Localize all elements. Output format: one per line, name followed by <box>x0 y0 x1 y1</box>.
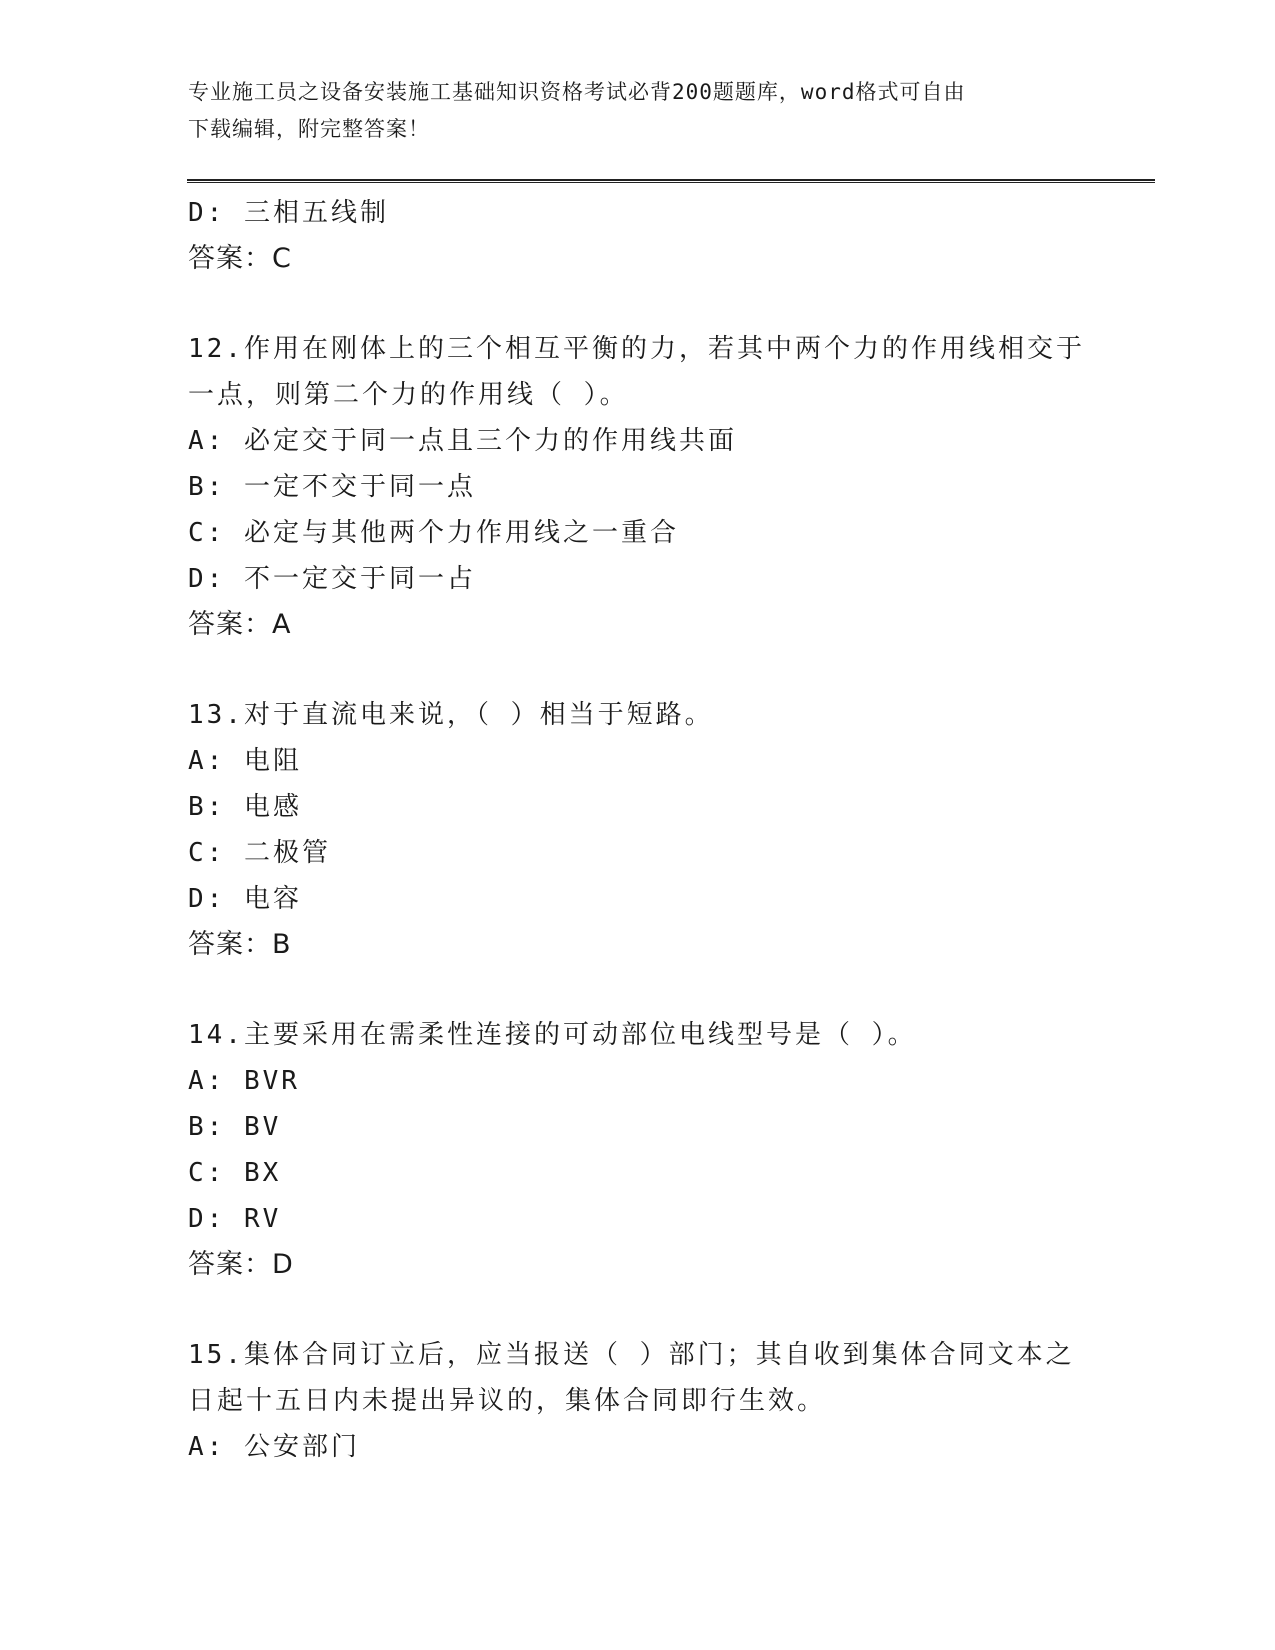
question-15 <box>188 1332 1128 1470</box>
question-stem-line: 14.主要采用在需柔性连接的可动部位电线型号是（ ）。 <box>188 1020 917 1050</box>
option-b: B: BV <box>188 1112 282 1142</box>
answer-line: 答案：C <box>188 243 292 274</box>
document-header <box>188 74 1068 148</box>
question-stem-line: 日起十五日内未提出异议的，集体合同即行生效。 <box>188 1386 827 1416</box>
spacer <box>188 1288 1128 1332</box>
document-body <box>188 190 1128 1470</box>
header-line-2: 下载编辑，附完整答案！ <box>188 117 430 141</box>
answer-line: 答案：B <box>188 929 292 960</box>
option-a: A: 公安部门 <box>188 1432 360 1462</box>
header-line-1: 专业施工员之设备安装施工基础知识资格考试必背200题题库，word格式可自由 <box>188 80 966 104</box>
question-stem-line: 12.作用在刚体上的三个相互平衡的力，若其中两个力的作用线相交于 <box>188 334 1085 364</box>
question-stem-line: 13.对于直流电来说，（ ）相当于短路。 <box>188 700 714 730</box>
option-c: C: 必定与其他两个力作用线之一重合 <box>188 518 679 548</box>
header-divider <box>187 179 1155 183</box>
option-d: D: 三相五线制 <box>188 198 389 228</box>
option-a: A: 电阻 <box>188 746 302 776</box>
answer-line: 答案：A <box>188 609 292 640</box>
option-d: D: 不一定交于同一占 <box>188 564 476 594</box>
option-c: C: BX <box>188 1158 282 1188</box>
question-11-tail <box>188 190 1128 282</box>
option-a: A: BVR <box>188 1066 300 1096</box>
option-b: B: 电感 <box>188 792 302 822</box>
option-d: D: 电容 <box>188 884 302 914</box>
question-12 <box>188 326 1128 648</box>
option-d: D: RV <box>188 1204 282 1234</box>
answer-line: 答案：D <box>188 1249 294 1280</box>
spacer <box>188 968 1128 1012</box>
option-b: B: 一定不交于同一点 <box>188 472 476 502</box>
option-a: A: 必定交于同一点且三个力的作用线共面 <box>188 426 737 456</box>
question-stem-line: 15.集体合同订立后，应当报送（ ）部门；其自收到集体合同文本之 <box>188 1340 1075 1370</box>
question-stem-line: 一点，则第二个力的作用线（ ）。 <box>188 380 629 410</box>
spacer <box>188 282 1128 326</box>
option-c: C: 二极管 <box>188 838 331 868</box>
question-14 <box>188 1012 1128 1288</box>
question-13 <box>188 692 1128 968</box>
spacer <box>188 648 1128 692</box>
